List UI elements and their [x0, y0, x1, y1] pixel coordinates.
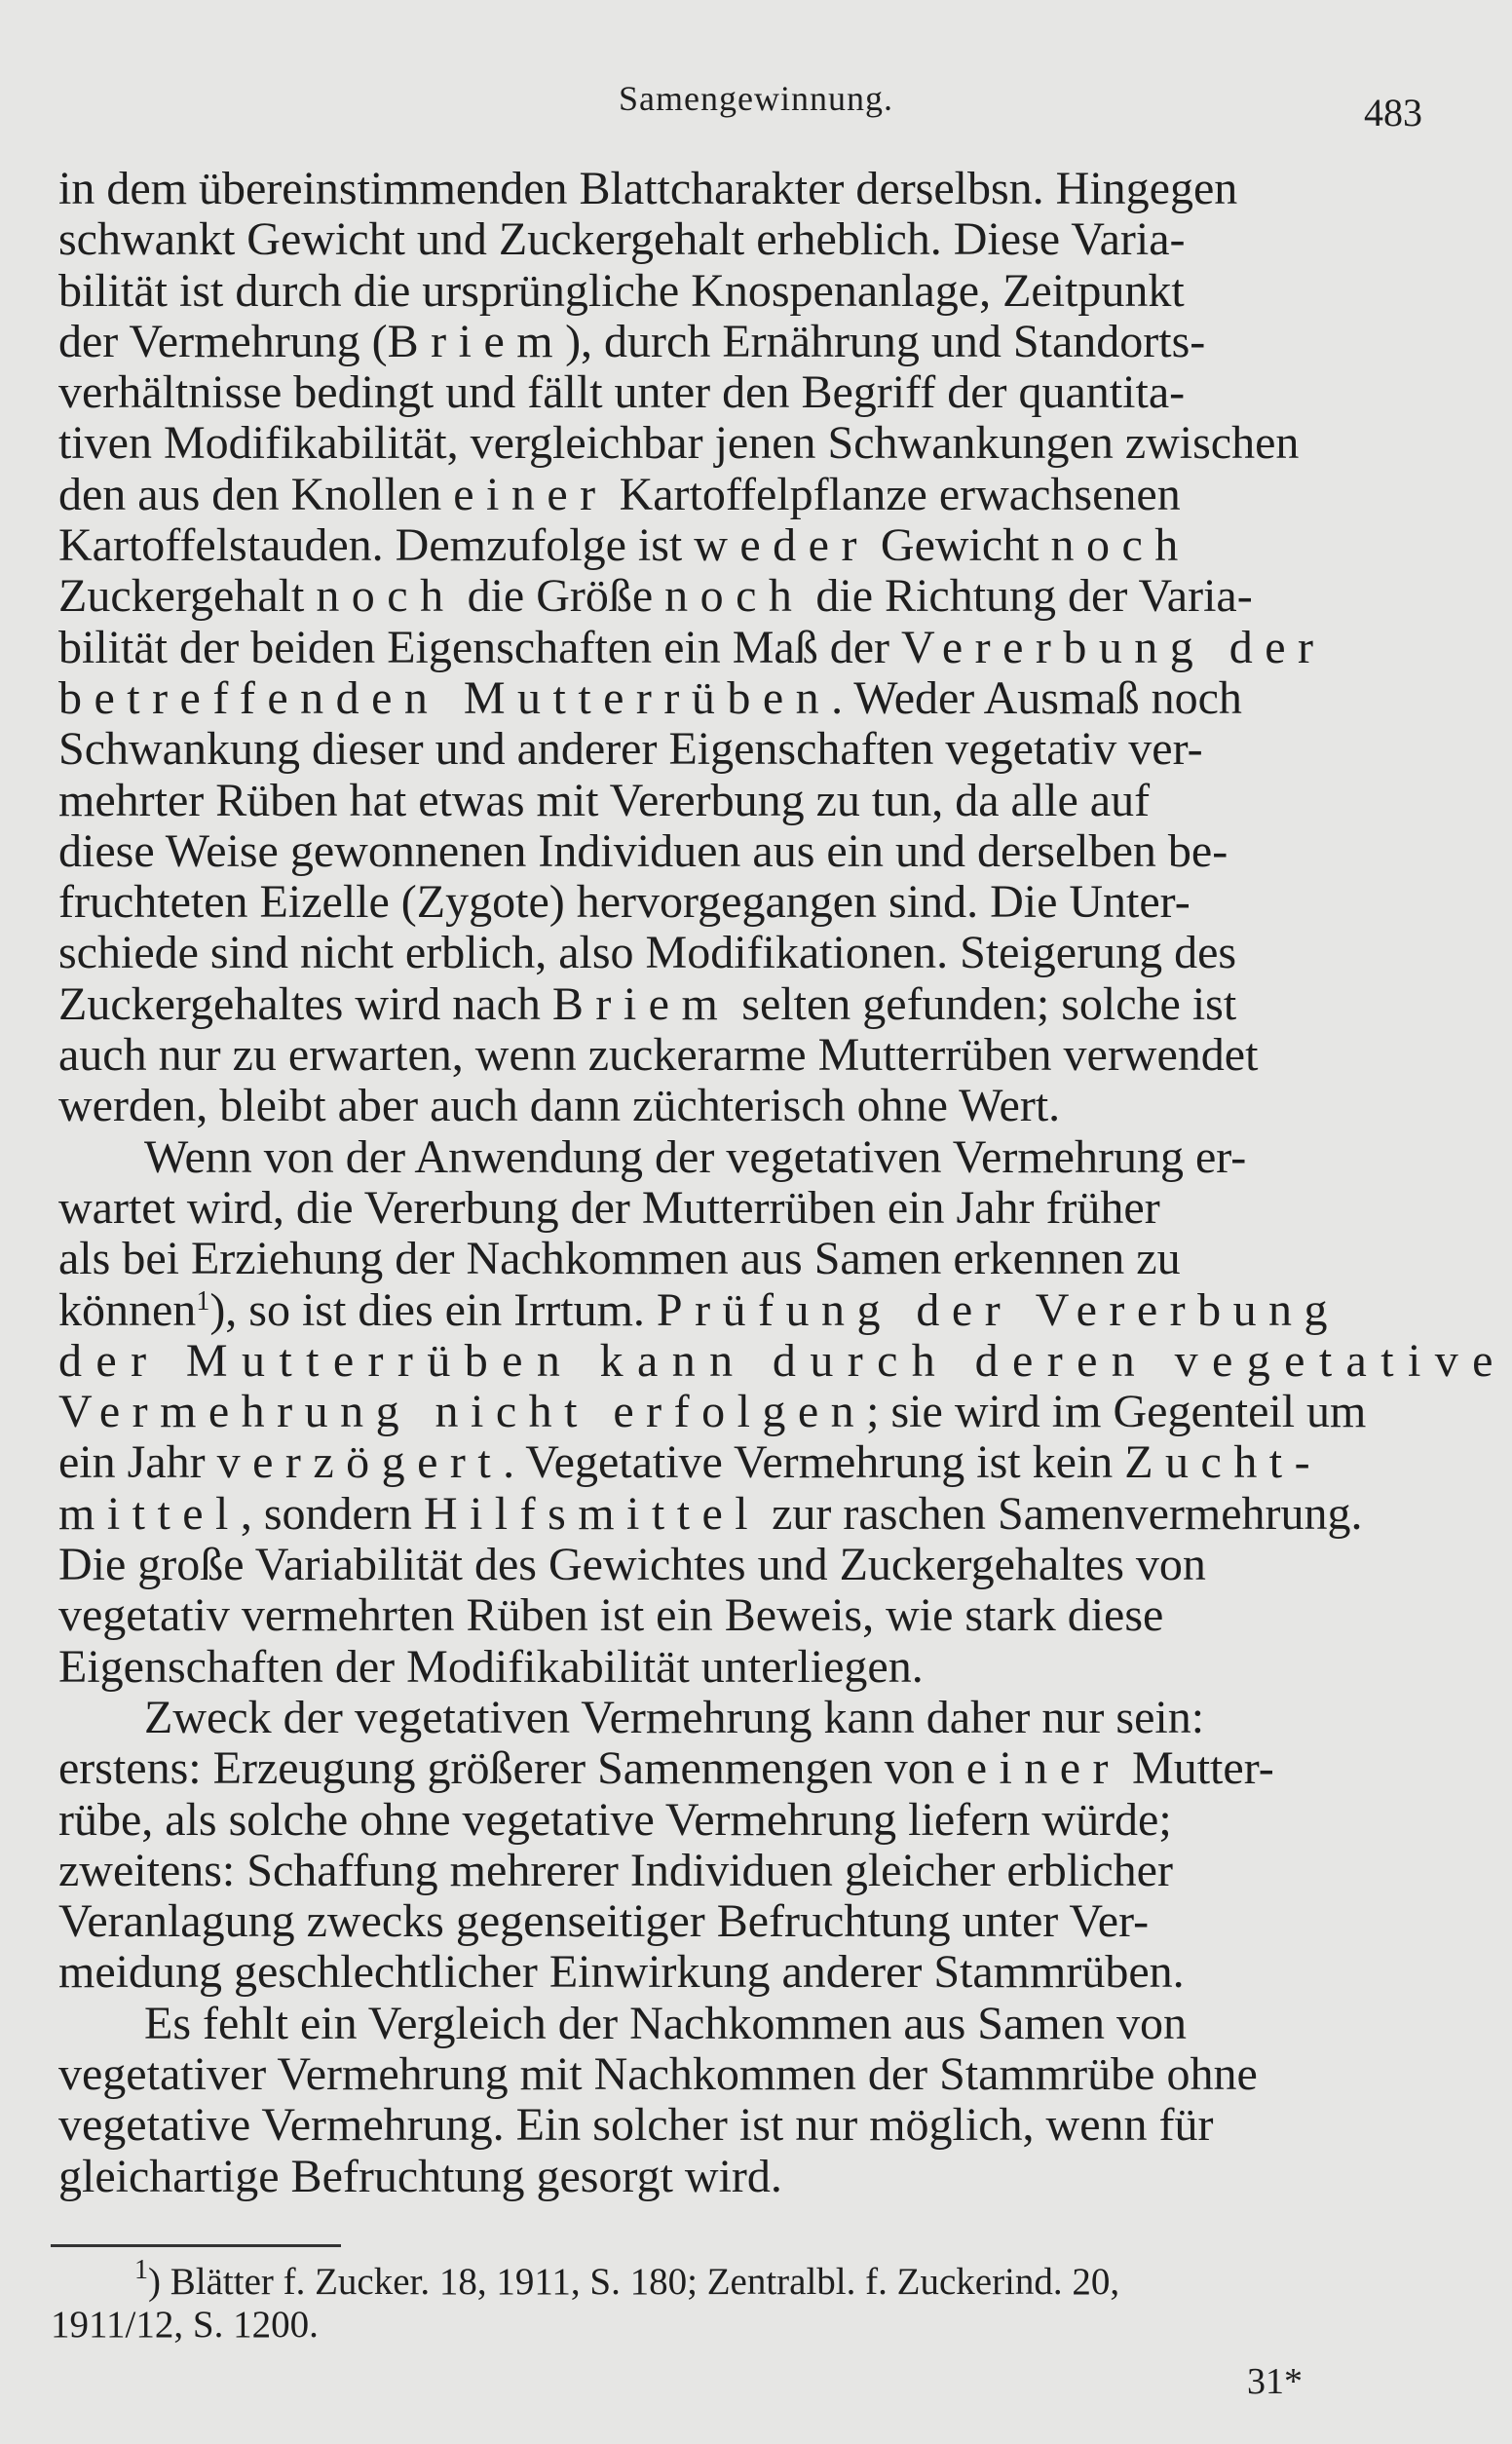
footnote-divider — [51, 2244, 341, 2247]
text-line — [58, 1642, 1452, 1693]
text-run: Es fehlt ein Vergleich der Nachkommen aus Samen von — [144, 1997, 1187, 2049]
emphasis-spaced: Vermehrung nicht erfolgen — [58, 1386, 867, 1438]
text-line — [58, 317, 1452, 367]
emphasis-spaced: einer — [965, 1742, 1121, 1795]
text-run: tiven Modifikabilität, vergleichbar jenen Schwankungen zwischen — [58, 417, 1300, 470]
text-run: zweitens: Schaffung mehrerer Individuen gleicher erblicher — [58, 1844, 1173, 1896]
emphasis-spaced: noch — [1050, 519, 1191, 572]
author-name-spaced: Briem — [387, 315, 566, 367]
text-run: die Richtung der Varia- — [804, 570, 1253, 623]
text-run: Eigenschaften der Modifikabilität unterliegen. — [58, 1640, 924, 1693]
text-run: , sondern — [240, 1487, 424, 1540]
text-run: wartet wird, die Vererbung der Mutterrüben ein Jahr früher — [58, 1181, 1160, 1234]
text-line — [58, 877, 1452, 928]
text-run: als bei Erziehung der Nachkommen aus Samen erkennen zu — [58, 1233, 1181, 1285]
text-line — [58, 2100, 1452, 2151]
footnote — [51, 2255, 1454, 2347]
text-line — [58, 418, 1452, 469]
text-line — [58, 1285, 1452, 1336]
text-run: vegetativ vermehrten Rüben ist ein Beweis, wie stark diese — [58, 1589, 1164, 1642]
text-run: Gewicht — [868, 519, 1051, 572]
text-run: . Weder Ausmaß noch — [831, 671, 1242, 724]
text-run: vegetative Vermehrung. Ein solcher ist nur möglich, wenn für — [58, 2099, 1214, 2152]
text-run: bilität ist durch die ursprüngliche Knospenanlage, Zeitpunkt — [58, 264, 1185, 317]
text-line — [58, 1437, 1452, 1488]
footnote-line — [51, 2255, 1454, 2304]
text-line — [58, 979, 1452, 1030]
text-line — [58, 776, 1452, 826]
text-run: Mutter- — [1120, 1742, 1274, 1795]
text-run: diese Weise gewonnenen Individuen aus ein und derselben be- — [58, 824, 1228, 877]
text-line — [58, 1743, 1452, 1794]
text-line — [58, 1999, 1452, 2049]
text-run: mehrter Rüben hat etwas mit Vererbung zu tun, da alle auf — [58, 774, 1151, 826]
text-run: den aus den Knollen — [58, 468, 454, 520]
text-run: erstens: Erzeugung größerer Samenmengen von — [58, 1742, 966, 1795]
text-line — [58, 1896, 1452, 1947]
text-line — [58, 1387, 1452, 1437]
text-line — [58, 266, 1452, 317]
author-name-spaced: Briem — [551, 977, 731, 1030]
footnote-text: 1911/12, S. 1200. — [51, 2304, 319, 2346]
text-line — [58, 1693, 1452, 1743]
text-line — [58, 673, 1452, 724]
emphasis-spaced: einer — [453, 468, 608, 520]
text-run: bilität der beiden Eigenschaften ein Maß der — [58, 621, 902, 673]
emphasis-spaced: weder — [694, 519, 869, 572]
emphasis-spaced: verzögert — [216, 1436, 504, 1489]
emphasis-spaced: Hilfsmittel — [423, 1487, 761, 1540]
text-run: vegetativer Vermehrung mit Nachkommen der Stammrübe ohne — [58, 2047, 1258, 2100]
text-line — [58, 1030, 1452, 1081]
text-run: ), so ist dies ein Irrtum. — [209, 1283, 657, 1336]
text-line — [58, 1334, 1507, 1387]
emphasis-spaced: betreffenden Mutterrüben — [58, 671, 832, 724]
text-line — [58, 367, 1452, 418]
text-line — [58, 1183, 1452, 1234]
emphasis-spaced: Zucht- — [1124, 1436, 1323, 1489]
footnote-marker: 1 — [134, 2255, 148, 2285]
text-run: rübe, als solche ohne vegetative Vermehrung liefern würde; — [58, 1793, 1172, 1846]
text-line — [58, 1132, 1452, 1183]
footnote-line — [51, 2304, 1454, 2347]
body-text — [58, 163, 1507, 2202]
text-line — [58, 1590, 1452, 1641]
text-run: zur raschen Samenvermehrung. — [760, 1487, 1363, 1540]
text-line — [58, 520, 1452, 571]
text-run: . Vegetative Vermehrung ist kein — [503, 1436, 1125, 1489]
text-line — [58, 623, 1452, 673]
text-line — [58, 1795, 1452, 1846]
text-run: Die große Variabilität des Gewichtes und Zuckergehaltes von — [58, 1539, 1206, 1591]
text-run: Kartoffelpflanze erwachsenen — [607, 468, 1181, 520]
emphasis-spaced: Prüfung der Vererbung — [656, 1283, 1341, 1336]
emphasis-spaced: Vererbung der — [901, 621, 1326, 673]
text-run: verhältnisse bedingt und fällt unter den Begriff der quantita- — [58, 366, 1186, 419]
text-line — [58, 2152, 1452, 2202]
text-run: werden, bleibt aber auch dann züchterisch ohne Wert. — [58, 1080, 1061, 1132]
text-line — [58, 1540, 1452, 1590]
running-title: Samengewinnung. — [619, 79, 893, 118]
text-run: meidung geschlechtlicher Einwirkung anderer Stammrüben. — [58, 1946, 1185, 1999]
text-run: Veranlagung zwecks gegenseitiger Befruchtung unter Ver- — [58, 1895, 1150, 1948]
text-run: Kartoffelstauden. Demzufolge ist — [58, 519, 695, 572]
text-run: Zuckergehaltes wird nach — [58, 977, 552, 1030]
text-run: können — [58, 1283, 197, 1336]
text-run: gleichartige Befruchtung gesorgt wird. — [58, 2150, 782, 2202]
text-line — [58, 1081, 1452, 1131]
text-run: ; sie wird im Gegenteil um — [866, 1386, 1367, 1438]
text-run: schwankt Gewicht und Zuckergehalt erheblich. Diese Varia- — [58, 213, 1186, 266]
text-run: ein Jahr — [58, 1436, 217, 1489]
text-run: in dem übereinstimmenden Blattcharakter derselbsn. Hingegen — [58, 163, 1238, 214]
emphasis-spaced: noch — [316, 570, 456, 623]
text-line — [58, 1947, 1452, 1998]
text-run: schiede sind nicht erblich, also Modifikationen. Steigerung des — [58, 927, 1237, 979]
text-line — [58, 724, 1452, 775]
text-run: ), durch Ernährung und Standorts- — [565, 315, 1206, 367]
text-run: auch nur zu erwarten, wenn zuckerarme Mutterrüben verwendet — [58, 1029, 1259, 1082]
text-run: Zweck der vegetativen Vermehrung kann daher nur sein: — [144, 1691, 1205, 1743]
emphasis-spaced: mittel — [58, 1487, 241, 1540]
text-line — [58, 928, 1452, 978]
text-run: Zuckergehalt — [58, 570, 317, 623]
text-run: selten gefunden; solche ist — [730, 977, 1237, 1030]
text-line — [58, 2049, 1452, 2100]
text-line — [58, 1489, 1452, 1540]
text-line — [58, 470, 1452, 520]
text-line — [58, 1846, 1452, 1896]
footnote-text: ) Blätter f. Zucker. 18, 1911, S. 180; Zentralbl. f. Zuckerind. 20, — [148, 2261, 1120, 2303]
text-run: Schwankung dieser und anderer Eigenschaften vegetativ ver- — [58, 723, 1203, 776]
text-line — [58, 571, 1452, 622]
text-line — [58, 214, 1452, 265]
text-run: der Vermehrung ( — [58, 315, 388, 367]
text-line — [58, 164, 1452, 214]
text-line — [58, 826, 1452, 877]
text-run: fruchteten Eizelle (Zygote) hervorgegangen sind. Die Unter- — [58, 876, 1191, 929]
emphasis-spaced: noch — [664, 570, 805, 623]
emphasis-spaced: der Mutterrüben kann durch deren vegetative — [58, 1334, 1507, 1387]
text-run: Wenn von der Anwendung der vegetativen Vermehrung er- — [144, 1130, 1247, 1183]
text-run: die Größe — [455, 570, 665, 623]
text-line — [58, 1234, 1452, 1284]
sheet-signature: 31* — [1247, 2361, 1303, 2402]
footnote-marker: 1 — [196, 1285, 210, 1317]
page-number: 483 — [1364, 91, 1422, 134]
